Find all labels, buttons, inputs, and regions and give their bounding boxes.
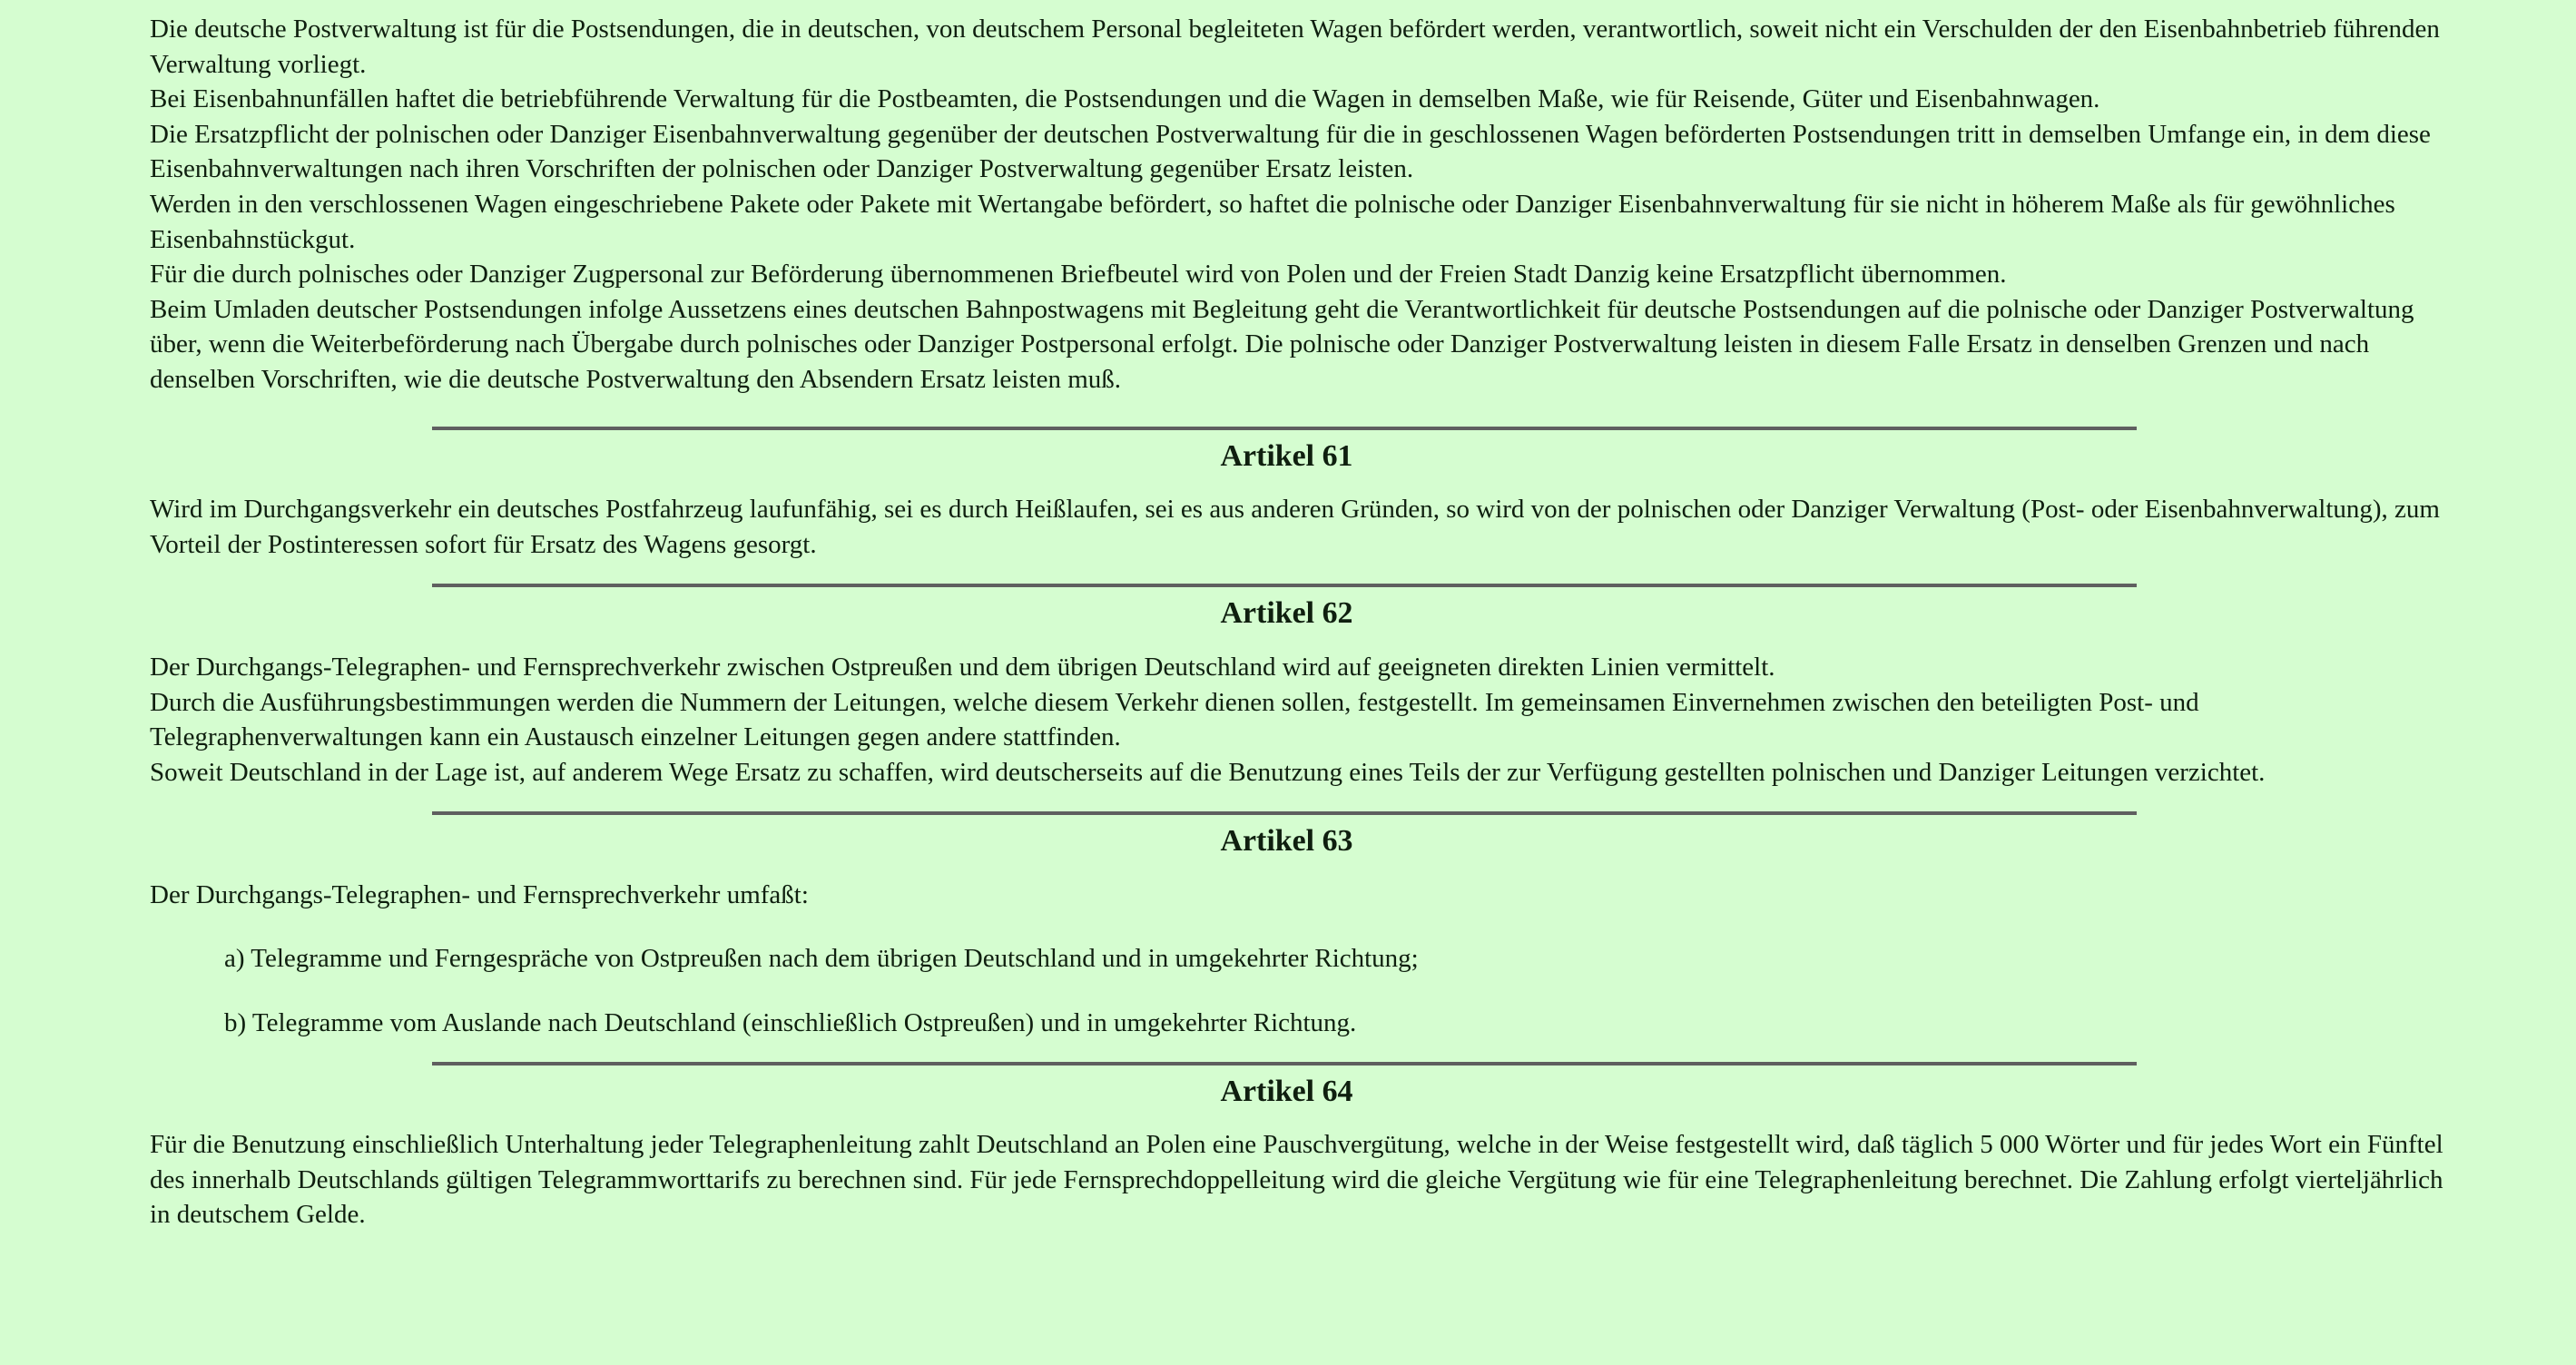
article-63 <box>150 878 2455 1041</box>
document-body <box>150 12 2455 1232</box>
paragraph: Der Durchgangs-Telegraphen- und Fernsprechverkehr zwischen Ostpreußen und dem übrigen Deutschland wird auf geeigneten direkten Linien vermittelt. <box>150 652 1775 682</box>
article-64 <box>150 1127 2455 1232</box>
paragraph: Werden in den verschlossenen Wagen eingeschriebene Pakete oder Pakete mit Wertangabe befördert, so haftet die polnische oder Danziger Eisenbahnverwaltung für sie nicht in höherem Maße als für gewöhnliches Eisenbahnstückgut. <box>150 189 2395 254</box>
paragraph: Die deutsche Postverwaltung ist für die Postsendungen, die in deutschen, von deutschem Personal begleiteten Wagen befördert werden, verantwortlich, soweit nicht ein Verschulden der den Eisenbahnbetrieb führenden Verwaltung vorliegt. <box>150 15 2440 79</box>
paragraph: Die Ersatzpflicht der polnischen oder Danziger Eisenbahnverwaltung gegenüber der deutschen Postverwaltung für die in geschlossenen Wagen beförderten Postsendungen tritt in demselben Umfange ein, in dem diese Eisenbahnverwaltungen nach ihren Vorschriften der polnischen oder Danziger Postverwaltung gegenüber Ersatz leisten. <box>150 119 2431 184</box>
section-divider <box>432 584 2137 587</box>
paragraph: Für die durch polnisches oder Danziger Zugpersonal zur Beförderung übernommenen Briefbeutel wird von Polen und der Freien Stadt Danzig keine Ersatzpflicht übernommen. <box>150 260 2007 290</box>
article-61 <box>150 492 2455 562</box>
article-heading: Artikel 61 <box>1220 438 1353 473</box>
intro-section <box>150 12 2455 398</box>
section-divider <box>432 427 2137 430</box>
section-divider <box>432 811 2137 815</box>
article-heading: Artikel 62 <box>1220 596 1353 631</box>
list-item: b) Telegramme vom Auslande nach Deutschland (einschließlich Ostpreußen) und in umgekehrter Richtung. <box>224 1008 1357 1038</box>
paragraph: Durch die Ausführungsbestimmungen werden die Nummern der Leitungen, welche diesem Verkehr dienen sollen, festgestellt. Im gemeinsamen Einvernehmen zwischen den beteiligten Post- und Telegraphenverwaltungen kann ein Austausch einzelner Leitungen gegen andere stattfinden. <box>150 687 2199 752</box>
list-item: a) Telegramme und Ferngespräche von Ostpreußen nach dem übrigen Deutschland und in umgekehrter Richtung; <box>224 944 1419 974</box>
paragraph: Soweit Deutschland in der Lage ist, auf anderem Wege Ersatz zu schaffen, wird deutscherseits auf die Benutzung eines Teils der zur Verfügung gestellten polnischen und Danziger Leitungen verzichtet. <box>150 757 2266 787</box>
article-heading: Artikel 64 <box>1220 1074 1353 1108</box>
paragraph: Für die Benutzung einschließlich Unterhaltung jeder Telegraphenleitung zahlt Deutschland an Polen eine Pauschvergütung, welche in der Weise festgestellt wird, daß täglich 5 000 Wörter und für jedes Wort ein Fünftel des innerhalb Deutschlands gültigen Telegrammworttarifs zu berechnen sind. Für jede Fernsprechdoppelleitung wird die gleiche Vergütung wie für eine Telegraphenleitung berechnet. Die Zahlung erfolgt vierteljährlich in deutschem Gelde. <box>150 1130 2443 1230</box>
article-heading: Artikel 63 <box>1220 824 1353 859</box>
paragraph: Beim Umladen deutscher Postsendungen infolge Aussetzens eines deutschen Bahnpostwagens mit Begleitung geht die Verantwortlichkeit für deutsche Postsendungen auf die polnische oder Danziger Postverwaltung über, wenn die Weiterbeförderung nach Übergabe durch polnisches oder Danziger Postpersonal erfolgt. Die polnische oder Danziger Postverwaltung leisten in diesem Falle Ersatz in denselben Grenzen und nach denselben Vorschriften, wie die deutsche Postverwaltung den Absendern Ersatz leisten muß. <box>150 294 2414 394</box>
paragraph: Der Durchgangs-Telegraphen- und Fernsprechverkehr umfaßt: <box>150 879 809 909</box>
paragraph: Wird im Durchgangsverkehr ein deutsches Postfahrzeug laufunfähig, sei es durch Heißlaufen, sei es aus anderen Gründen, so wird von der polnischen oder Danziger Verwaltung (Post- oder Eisenbahnverwaltung), zum Vorteil der Postinteressen sofort für Ersatz des Wagens gesorgt. <box>150 495 2440 559</box>
paragraph: Bei Eisenbahnunfällen haftet die betriebführende Verwaltung für die Postbeamten, die Postsendungen und die Wagen in demselben Maße, wie für Reisende, Güter und Eisenbahnwagen. <box>150 84 2100 114</box>
section-divider <box>432 1062 2137 1065</box>
article-62 <box>150 650 2455 790</box>
